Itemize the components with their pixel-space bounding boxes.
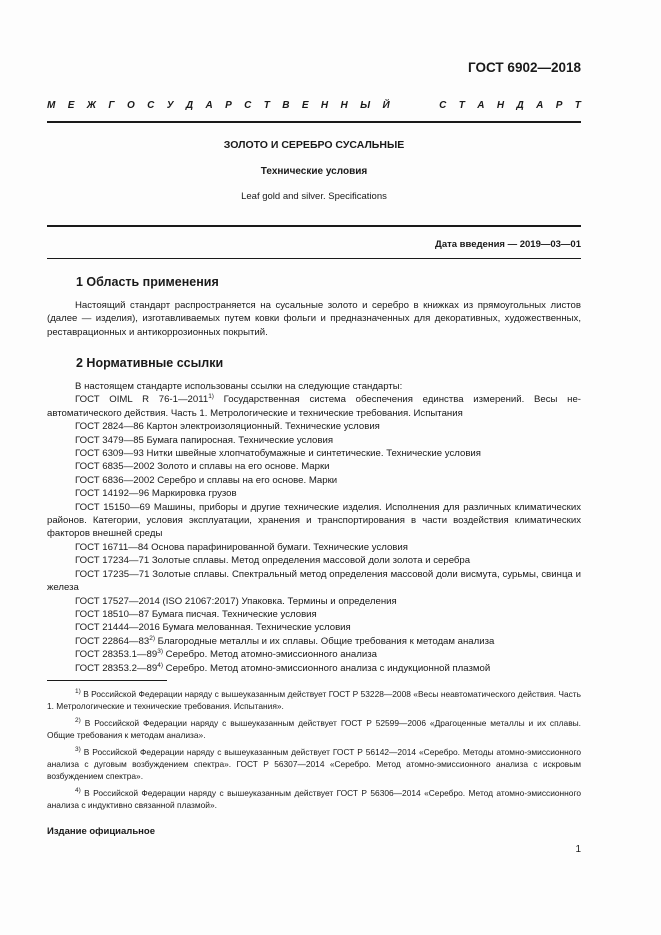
reference-item xyxy=(47,460,581,473)
reference-title: Золото и сплавы на его основе. Марки xyxy=(154,461,330,473)
reference-title: Бумага папиросная. Технические условия xyxy=(143,434,334,446)
banner-letter: Д xyxy=(185,100,194,111)
document-title: ЗОЛОТО И СЕРЕБРО СУСАЛЬНЫЕ xyxy=(223,139,405,151)
banner-letter: А xyxy=(205,100,213,111)
banner-letter: Г xyxy=(108,100,115,111)
reference-code: ГОСТ 17235—71 xyxy=(75,568,150,580)
reference-code: ГОСТ 17234—71 xyxy=(75,555,150,567)
reference-code: ГОСТ OIML R 76-1—2011 xyxy=(75,394,209,406)
banner-letter: Т xyxy=(263,100,270,111)
footnote-text: В Российской Федерации наряду с вышеуказанным действует ГОСТ Р 53228—2008 «Весы неавтоматического действия. Часть 1. Метрологические и технические требования. Испытания». xyxy=(47,689,581,711)
reference-code: ГОСТ 15150—69 xyxy=(75,501,151,513)
reference-item xyxy=(47,568,581,595)
reference-item xyxy=(47,621,581,634)
footnotes xyxy=(47,688,581,816)
reference-title: Картон электроизоляционный. Технические условия xyxy=(143,421,380,433)
references-list xyxy=(47,380,581,675)
reference-title: Серебро и сплавы на его основе. Марки xyxy=(154,474,338,486)
document-subtitle: Технические условия xyxy=(260,166,368,177)
reference-title: Бумага писчая. Технические условия xyxy=(149,608,317,620)
section-2-heading: 2 Нормативные ссылки xyxy=(76,356,224,370)
page-number: 1 xyxy=(575,844,581,855)
reference-code: ГОСТ 16711—84 xyxy=(75,541,149,553)
reference-item xyxy=(47,474,581,487)
footnote xyxy=(47,688,581,712)
reference-item xyxy=(47,541,581,554)
footnote-number: 3) xyxy=(75,746,81,753)
reference-code: ГОСТ 6309—93 xyxy=(75,448,144,460)
document-code: ГОСТ 6902—2018 xyxy=(468,60,581,75)
reference-item xyxy=(47,420,581,433)
banner-letter: Е xyxy=(301,100,309,111)
footnote-text: В Российской Федерации наряду с вышеуказанным действует ГОСТ Р 52599—2006 «Драгоценные металлы и их сплавы. Общие требования к методам анализа». xyxy=(47,718,581,740)
reference-code: ГОСТ 28353.1—89 xyxy=(75,649,158,661)
footnote-text: В Российской Федерации наряду с вышеуказанным действует ГОСТ Р 56142—2014 «Серебро. Методы атомно-эмиссионного анализа с дуговым возбуждением спектра». ГОСТ Р 56307—2014 «Серебро. Метод атомно-эмиссионного анализа с искровым возбуждением спектра». xyxy=(47,747,581,781)
banner-letter: У xyxy=(166,100,174,111)
reference-code: ГОСТ 6836—2002 xyxy=(75,474,155,486)
reference-title: Благородные металлы и их сплавы. Общие требования к методам анализа xyxy=(154,635,495,647)
reference-code: ГОСТ 14192—96 xyxy=(75,488,150,500)
reference-title: Упаковка. Термины и определения xyxy=(238,595,397,607)
reference-code: ГОСТ 3479—85 xyxy=(75,434,144,446)
banner-letter: Т xyxy=(458,100,465,111)
section-1-text: Настоящий стандарт распространяется на сусальные золото и серебро в книжках из прямоугольных листов (далее — изделия), изготавливаемых путем ковки фольги и предназначенных для декоративных, художественных, реставрационных и антикоррозионных покрытий. xyxy=(47,300,581,338)
reference-title: Бумага мелованная. Технические условия xyxy=(159,622,351,634)
section-1-heading: 1 Область применения xyxy=(76,275,219,289)
top-rule xyxy=(47,121,581,123)
footnote-rule xyxy=(47,680,167,681)
reference-title: Основа парафинированной бумаги. Технические условия xyxy=(148,541,408,553)
reference-code: ГОСТ 2824—86 xyxy=(75,421,144,433)
footnote-text: В Российской Федерации наряду с вышеуказанным действует ГОСТ Р 56306—2014 «Серебро. Метод атомно-эмиссионного анализа с индуктивно связанной плазмой». xyxy=(47,788,581,810)
date-rule xyxy=(47,258,581,259)
reference-title: Нитки швейные хлопчатобумажные и синтетические. Технические условия xyxy=(143,448,481,460)
banner-letter: Н xyxy=(496,100,505,111)
banner-letter: Р xyxy=(225,100,232,111)
banner-letter: О xyxy=(126,100,135,111)
reference-item xyxy=(47,434,581,447)
footnote-mark: 4) xyxy=(157,661,163,669)
reference-code: ГОСТ 22864—83 xyxy=(75,635,150,647)
banner-letter: Ы xyxy=(360,100,371,111)
banner-letter: М xyxy=(47,100,56,111)
reference-item xyxy=(47,662,581,675)
banner-letter: Н xyxy=(320,100,329,111)
banner-letter: Ж xyxy=(86,100,97,111)
introduction-date: Дата введения — 2019—03—01 xyxy=(435,239,581,250)
document-title-english: Leaf gold and silver. Specifications xyxy=(241,191,387,202)
reference-item xyxy=(47,393,581,420)
footnote-mark: 2) xyxy=(149,634,155,642)
banner-letter: С xyxy=(244,100,252,111)
reference-item xyxy=(47,447,581,460)
reference-title: Машины, приборы и другие технические изделия. Исполнения для различных климатических районов. Категории, условия эксплуатации, хранения и транспортирования в части воздействия климатических факторов внешней среды xyxy=(47,501,581,540)
references-intro: В настоящем стандарте использованы ссылки на следующие стандарты: xyxy=(75,381,403,392)
banner-letter: С xyxy=(147,100,155,111)
reference-code: ГОСТ 6835—2002 xyxy=(75,461,155,473)
reference-title: Серебро. Метод атомно-эмиссионного анализа с индукционной плазмой xyxy=(162,662,491,674)
footnote-number: 4) xyxy=(75,787,81,794)
reference-code: ГОСТ 17527—2014 (ISO 21067:2017) xyxy=(75,595,239,607)
footnote-mark: 1) xyxy=(208,393,214,401)
banner-letter: В xyxy=(282,100,290,111)
reference-item xyxy=(47,501,581,541)
reference-item xyxy=(47,487,581,500)
reference-item xyxy=(47,554,581,567)
reference-title: Маркировка грузов xyxy=(149,488,237,500)
reference-code: ГОСТ 21444—2016 xyxy=(75,622,160,634)
footnote xyxy=(47,787,581,811)
banner-letter: А xyxy=(477,100,485,111)
title-bottom-rule xyxy=(47,225,581,227)
official-edition-label: Издание официальное xyxy=(47,826,155,837)
footnote-number: 1) xyxy=(75,688,81,695)
banner-letter: Р xyxy=(555,100,563,111)
reference-item xyxy=(47,635,581,648)
banner-letter: С xyxy=(439,100,447,111)
reference-title: Серебро. Метод атомно-эмиссионного анализа xyxy=(162,649,377,661)
footnote-number: 2) xyxy=(75,717,81,724)
banner-letter: Е xyxy=(67,100,75,111)
reference-item xyxy=(47,648,581,661)
banner-letter: Й xyxy=(382,100,390,111)
banner-letter: А xyxy=(536,100,544,111)
reference-code: ГОСТ 28353.2—89 xyxy=(75,662,158,674)
interstate-standard-banner xyxy=(47,100,581,111)
reference-item xyxy=(47,608,581,621)
reference-title: Золотые сплавы. Метод определения массовой доли золота и серебра xyxy=(149,555,471,567)
banner-letter: Н xyxy=(340,100,348,111)
reference-title: Золотые сплавы. Спектральный метод определения массовой доли висмута, сурьмы, свинца и железа xyxy=(47,568,581,594)
banner-letter: Т xyxy=(574,100,581,111)
footnote xyxy=(47,746,581,782)
banner-letter: Д xyxy=(516,100,524,111)
reference-code: ГОСТ 18510—87 xyxy=(75,608,150,620)
footnote-mark: 3) xyxy=(157,648,163,656)
reference-item xyxy=(47,595,581,608)
reference-title: Государственная система обеспечения единства измерений. Весы неавтоматического действия. Часть 1. Метрологические и технические требования. Испытания xyxy=(47,394,581,419)
footnote xyxy=(47,717,581,741)
